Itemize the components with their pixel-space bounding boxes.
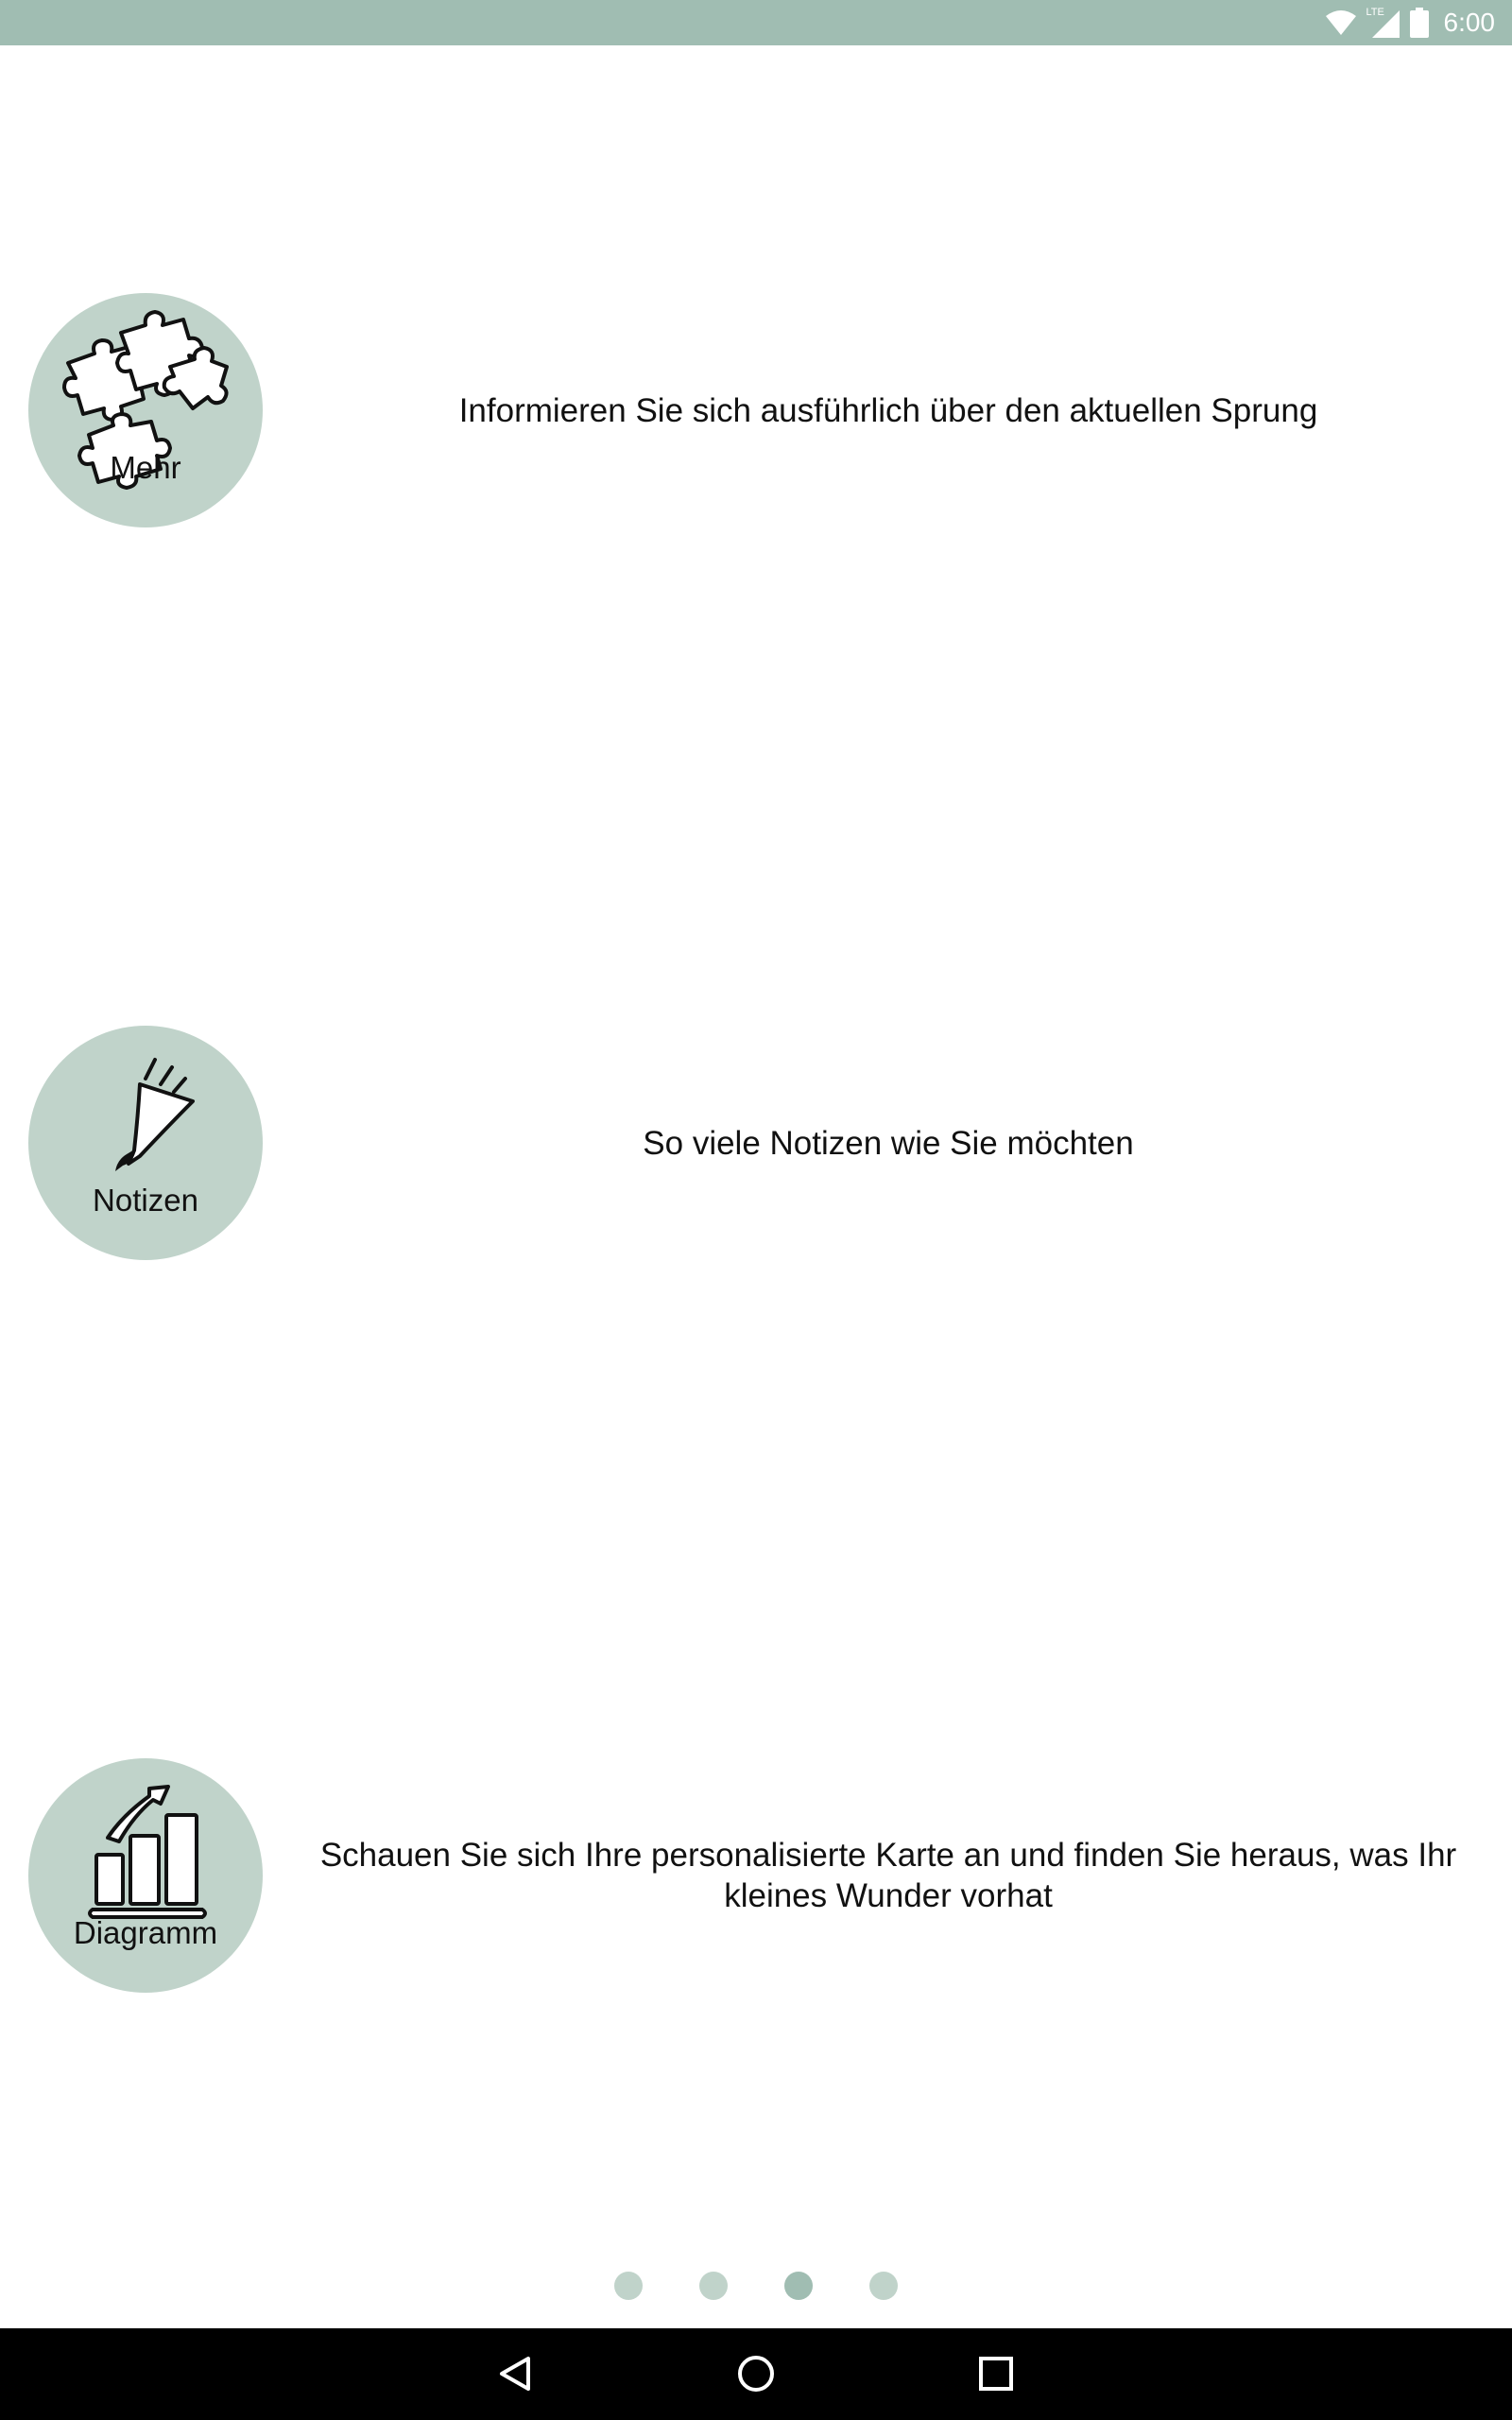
home-icon[interactable] <box>726 2345 786 2402</box>
status-icons <box>1325 0 1496 45</box>
feature-row-diagramm <box>0 1758 1512 1995</box>
page-dot-4[interactable] <box>869 2272 898 2300</box>
back-icon[interactable] <box>485 2345 545 2402</box>
feature-row-mehr <box>0 293 1512 529</box>
diagramm-description: Schauen Sie sich Ihre personalisierte Karte an und finden Sie heraus, was Ihr kleines Wunder vorhat <box>319 1837 1457 1914</box>
feature-row-notizen <box>0 1026 1512 1262</box>
pen-icon <box>28 1026 263 1260</box>
navigation-bar <box>0 2328 1512 2420</box>
status-time: 6:00 <box>1443 8 1495 37</box>
mehr-label: Mehr <box>110 450 181 485</box>
bar-chart-icon <box>28 1758 263 1993</box>
mehr-description: Informieren Sie sich ausführlich über den aktuellen Sprung <box>458 391 1318 429</box>
onboarding-content <box>0 45 1512 2328</box>
page-dot-3-active[interactable] <box>784 2272 813 2300</box>
notizen-feature-badge <box>28 1026 263 1260</box>
diagramm-label: Diagramm <box>73 1915 218 1950</box>
notizen-description: So viele Notizen wie Sie möchten <box>643 1124 1134 1162</box>
cellular-signal-icon <box>1366 7 1400 39</box>
diagramm-feature-badge <box>28 1758 263 1993</box>
battery-icon <box>1410 8 1429 38</box>
page-dot-2[interactable] <box>699 2272 728 2300</box>
wifi-icon <box>1325 9 1357 37</box>
mehr-feature-badge <box>28 293 263 527</box>
recents-icon[interactable] <box>966 2345 1026 2402</box>
page-dot-1[interactable] <box>614 2272 643 2300</box>
status-bar <box>0 0 1512 45</box>
page-indicator <box>0 2272 1512 2300</box>
notizen-label: Notizen <box>93 1183 198 1218</box>
network-type-label: LTE <box>1366 7 1384 18</box>
puzzle-pieces-icon <box>28 293 263 527</box>
